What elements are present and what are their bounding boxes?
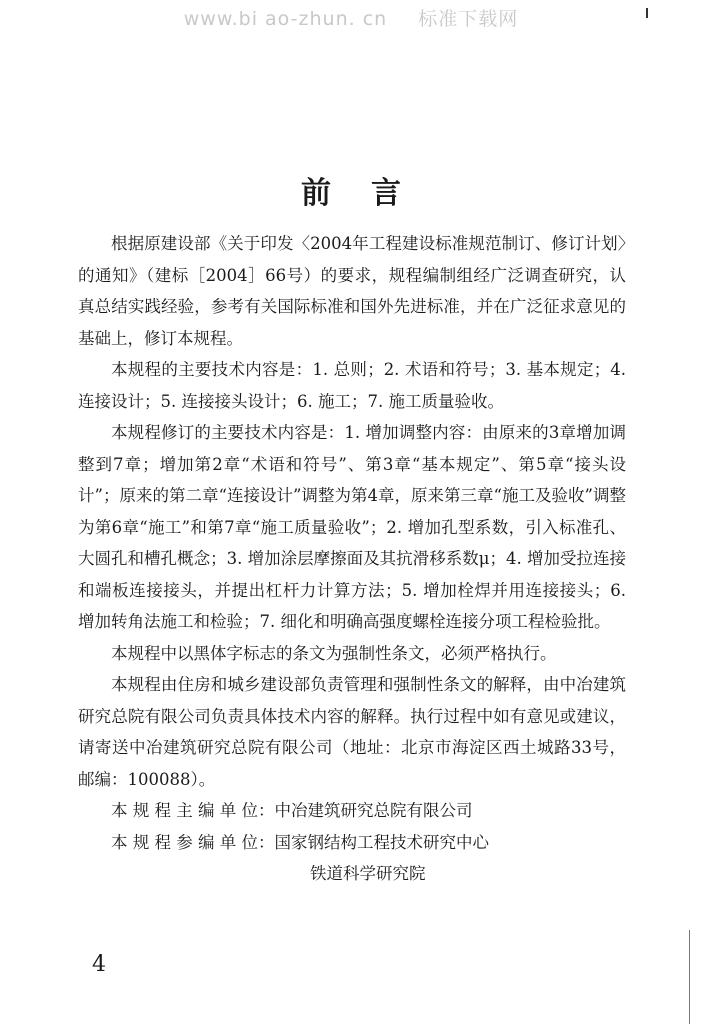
- paragraph-basis: 根据原建设部《关于印发〈2004年工程建设标准规范制订、修订计划〉的通知》（建标［2004］66号）的要求，规程编制组经广泛调查研究，认真总结实践经验，参考有关国际标准和国外先进标准，并在广泛征求意见的基础上，修订本规程。: [78, 234, 626, 348]
- page-number: 4: [92, 952, 106, 977]
- participating-editor-line-2: [78, 858, 626, 890]
- page-title: 前言: [301, 176, 441, 212]
- participating-editor-line: [78, 827, 626, 859]
- scan-mark: [646, 8, 648, 18]
- watermark: [0, 4, 702, 31]
- paragraph-mandatory: 本规程中以黑体字标志的条文为强制性条文，必须严格执行。: [111, 643, 557, 663]
- participating-unit: 国家钢结构工程技术研究中心: [274, 832, 489, 852]
- chief-editor-label: 本 规 程 主 编 单 位：: [111, 801, 275, 820]
- watermark-url: www.bi ao-zhun. cn: [183, 8, 388, 30]
- preface-body: [78, 228, 626, 890]
- paragraph-main-content: 本规程的主要技术内容是：1. 总则；2. 术语和符号；3. 基本规定；4. 连接设计；5. 连接接头设计；6. 施工；7. 施工质量验收。: [78, 360, 626, 411]
- paragraph-management: 本规程由住房和城乡建设部负责管理和强制性条文的解释，由中冶建筑研究总院有限公司负责具体技术内容的解释。执行过程中如有意见或建议，请寄送中冶建筑研究总院有限公司（地址：北京市海淀区西土城路33号，邮编：100088）。: [78, 675, 626, 789]
- participating-unit: 铁道科学研究院: [310, 864, 426, 883]
- paragraph-revision-content: 本规程修订的主要技术内容是：1. 增加调整内容：由原来的3章增加调整到7章；增加第2章“术语和符号”、第3章“基本规定”、第5章“接头设计”；原来的第二章“连接设计”调整为第4章，原来第三章“施工及验收”调整为第6章“施工”和第7章“施工质量验收”；2. 增加孔型系数，引入标准孔、大圆孔和槽孔概念；3. 增加涂层摩擦面及其抗滑移系数μ；4. 增加受拉连接和端板连接接头，并提出杠杆力计算方法；5. 增加栓焊并用连接接头；6. 增加转角法施工和检验；7. 细化和明确高强度螺栓连接分项工程检验批。: [78, 423, 626, 631]
- chief-editor-line: [78, 795, 626, 827]
- scan-edge: [689, 930, 690, 1024]
- chief-editor-unit: 中冶建筑研究总院有限公司: [274, 801, 473, 820]
- participating-editor-label: 本 规 程 参 编 单 位：: [111, 832, 275, 852]
- watermark-site: 标准下载网: [418, 8, 519, 30]
